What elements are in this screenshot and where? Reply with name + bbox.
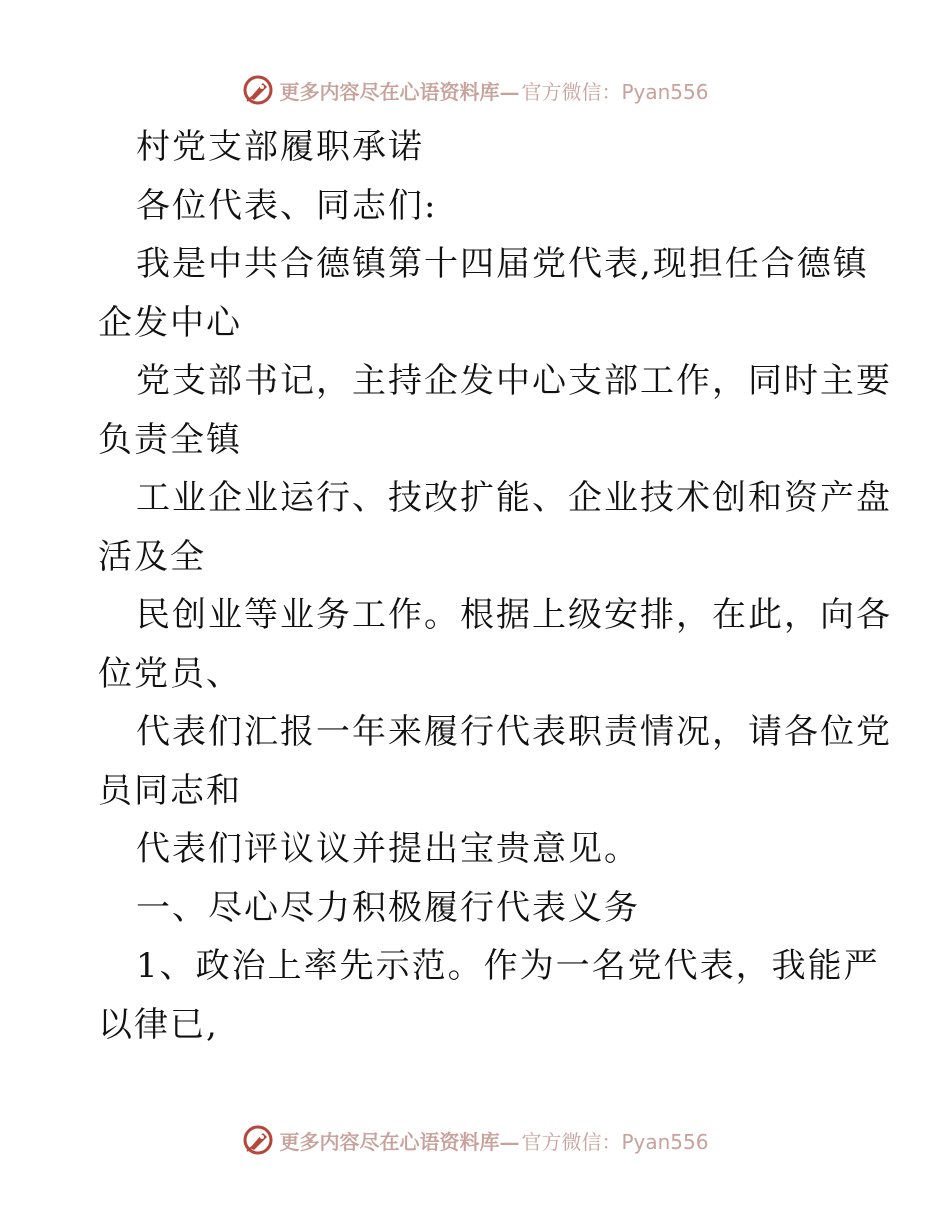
doc-greeting: 各位代表、同志们: (136, 185, 438, 226)
doc-section-heading: 一、尽心尽力积极履行代表义务 (136, 887, 640, 928)
banner-text: 更多内容尽在心语资料库— (279, 1129, 520, 1154)
doc-line: 党支部书记，主持企发中心支部工作，同时主要 (136, 361, 892, 401)
pen-nib-logo-icon (241, 1123, 275, 1157)
doc-line: 民创业等业务工作。根据上级安排，在此，向各 (136, 595, 892, 635)
doc-line: 代表们汇报一年来履行代表职责情况，请各位党 (136, 712, 892, 752)
doc-title: 村党支部履职承诺 (136, 127, 424, 167)
banner-text: 更多内容尽在心语资料库— (279, 79, 520, 104)
pen-nib-logo-icon (241, 73, 275, 107)
doc-line: 活及全 (98, 536, 206, 577)
doc-line: 工业企业运行、技改扩能、企业技术创和资产盘 (136, 478, 892, 518)
header-banner (0, 68, 950, 112)
doc-line: 企发中心 (98, 302, 242, 343)
doc-line: 代表们评议议并提出宝贵意见。 (136, 829, 640, 869)
doc-line: 我是中共合德镇第十四届党代表,现担任合德镇 (136, 244, 869, 284)
doc-line: 以律已, (98, 1004, 219, 1045)
doc-line: 负责全镇 (98, 419, 242, 460)
doc-line: 1、政治上率先示范。作为一名党代表，我能严 (136, 946, 880, 986)
document-body (98, 118, 892, 1054)
doc-line: 员同志和 (98, 770, 242, 811)
footer-banner (0, 1118, 950, 1162)
banner-wechat: 官方微信：Pyan556 (521, 79, 709, 104)
doc-line: 位党员、 (98, 653, 242, 694)
banner-wechat: 官方微信：Pyan556 (521, 1129, 709, 1154)
